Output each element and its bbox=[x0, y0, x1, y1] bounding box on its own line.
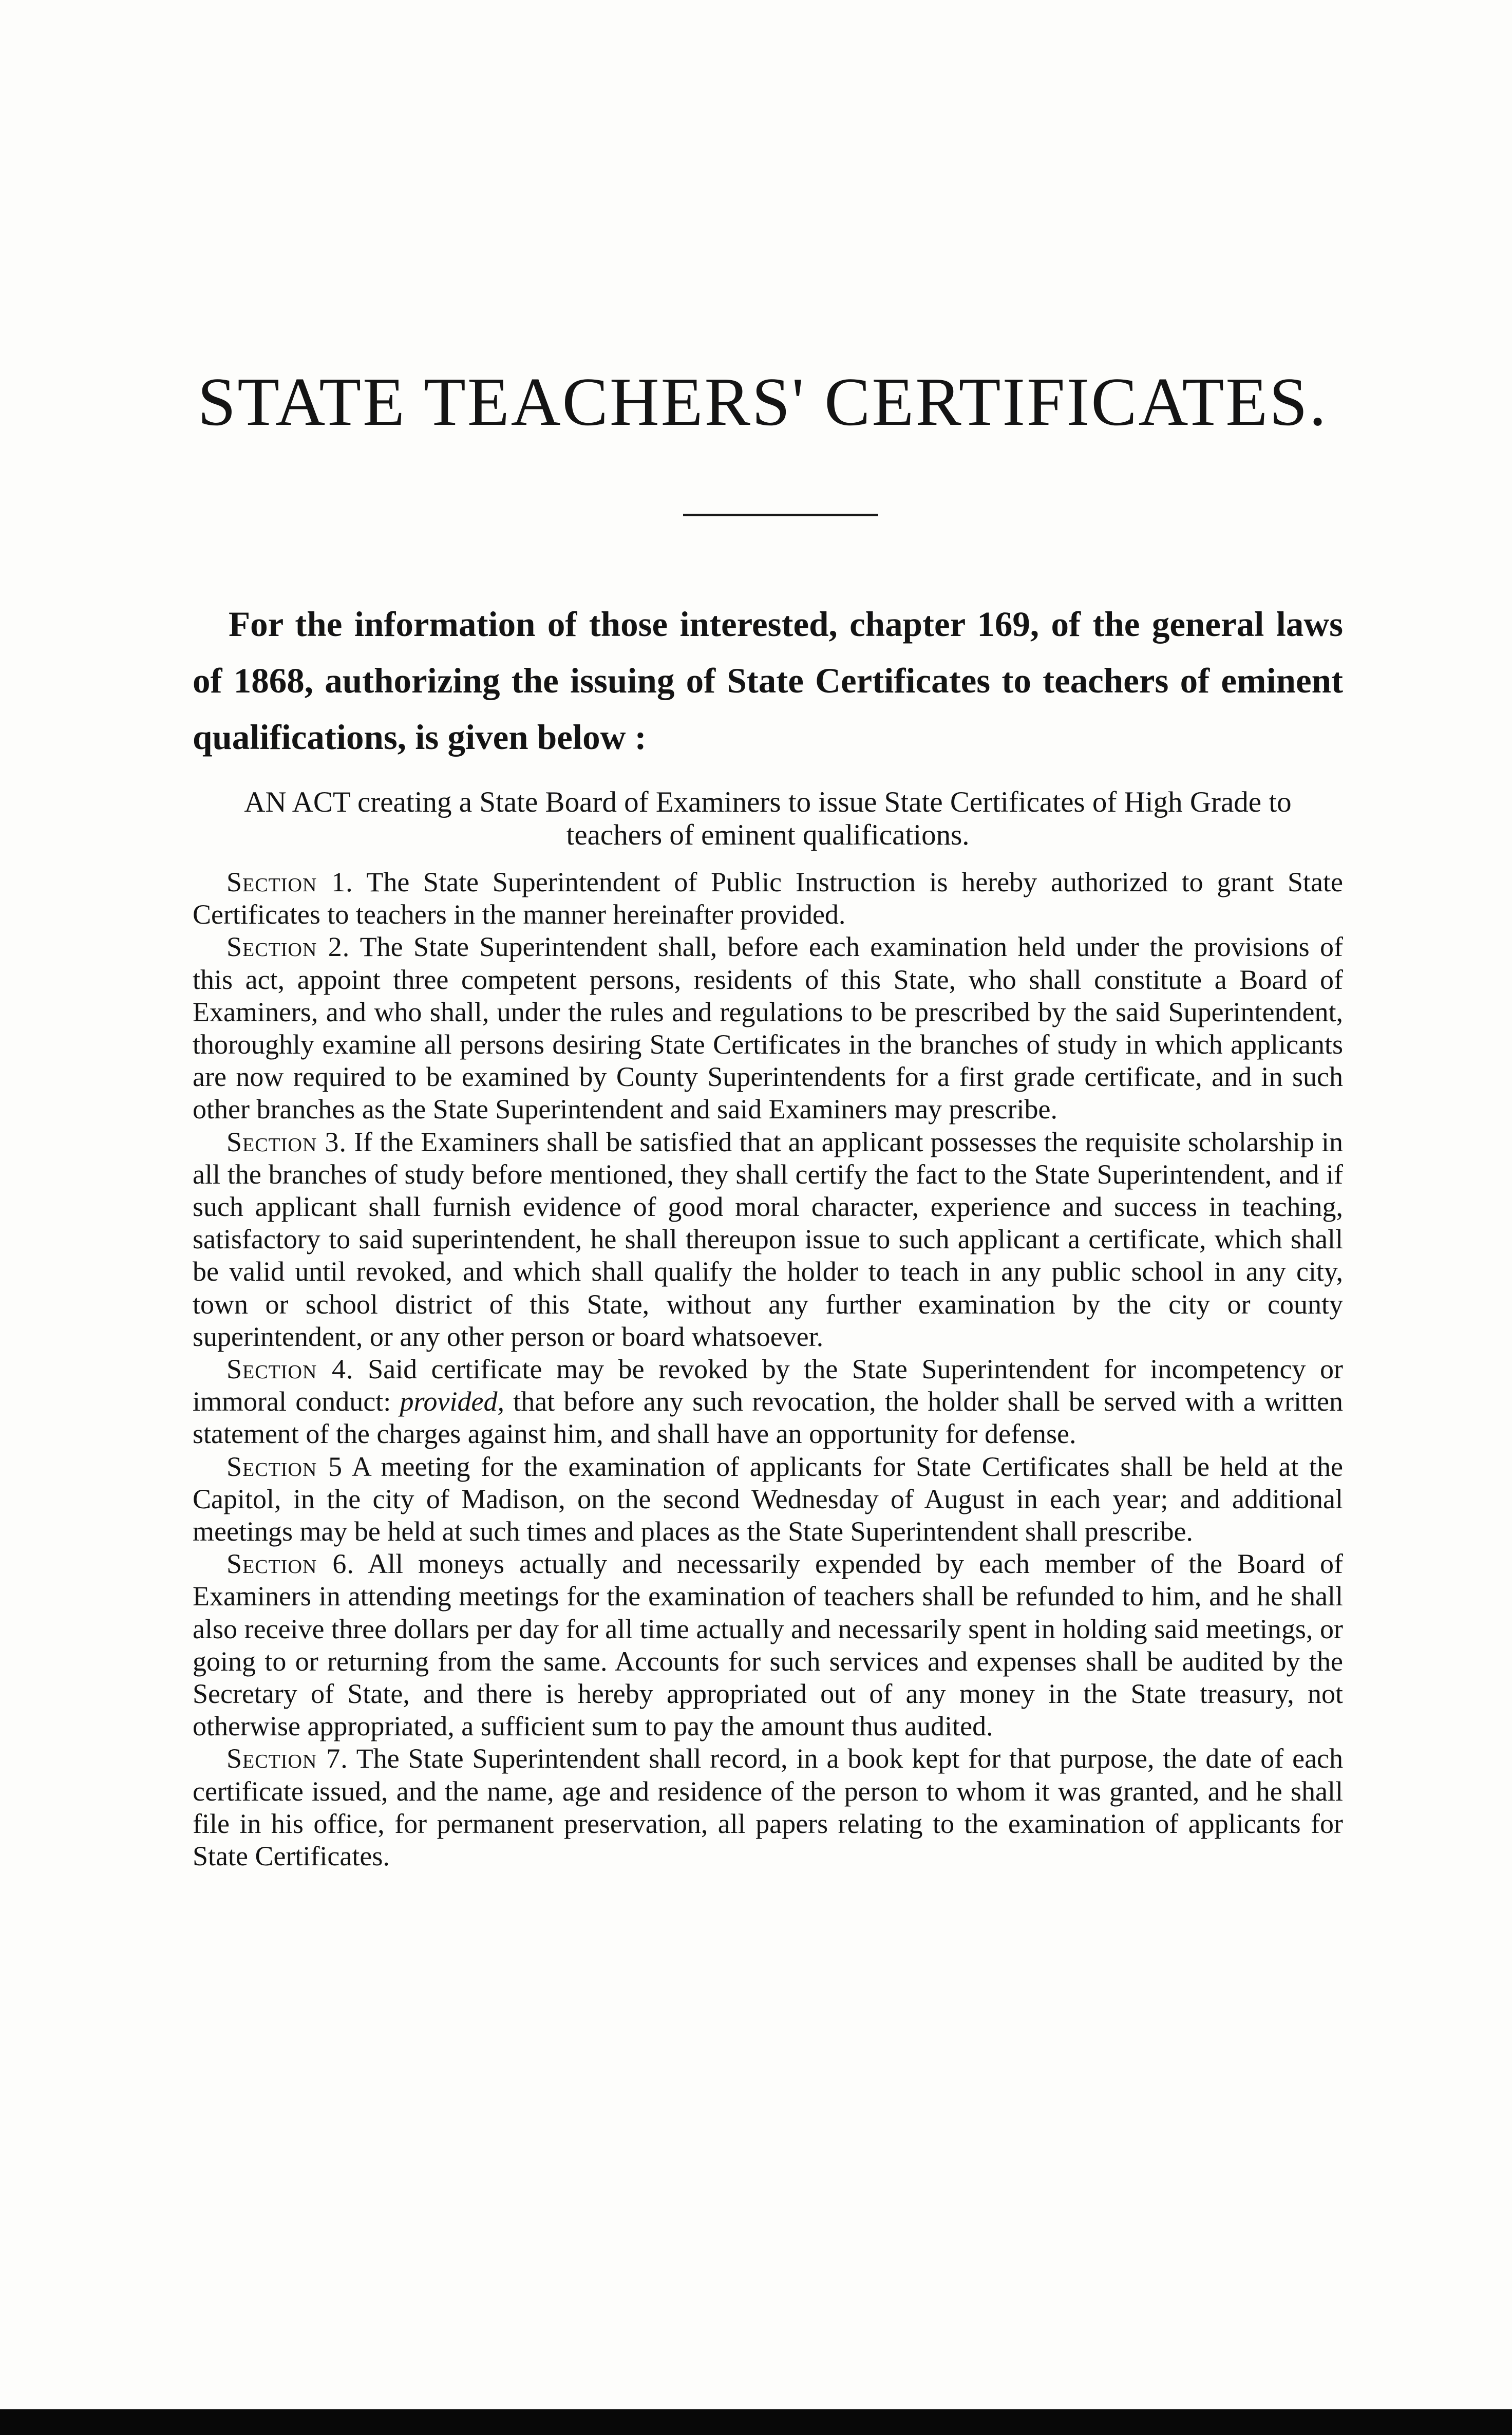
section-4 bbox=[193, 1353, 1343, 1451]
act-sections bbox=[193, 866, 1343, 1872]
section-emphasis: provided, bbox=[400, 1386, 504, 1417]
section-text: All moneys actually and necessarily expended by each member of the Board of Examiners in attending meetings for the examination of teachers shall be refunded to him, and he shall also receive three dollars per day for all time actually and necessarily spent in holding said meetings, or going to or returning from the same. Accounts for such services and expenses shall be audited by the Secretary of State, and there is hereby appropriated out of any money in the State treasury, not otherwise appropriated, a sufficient sum to pay the amount thus audited. bbox=[193, 1548, 1344, 1742]
section-text: The State Superintendent shall record, in a book kept for that purpose, the date of each certificate issued, and the name, age and residence of the person to whom it was granted, and he shall file in his office, for permanent preservation, all papers relating to the examination of applicants for State Certificates. bbox=[193, 1743, 1343, 1872]
section-3 bbox=[193, 1126, 1343, 1353]
act-heading: AN ACT creating a State Board of Examiners to issue State Certificates of High Grade to teachers of eminent qualifications. bbox=[244, 786, 1292, 851]
section-text-after: that before any such revocation, the holder shall be served with a written statement of the charges against him, and shall have an opportunity for defense. bbox=[193, 1386, 1343, 1450]
section-label: Section 7. bbox=[226, 1743, 348, 1774]
section-label: Section 5 bbox=[226, 1451, 343, 1482]
section-6 bbox=[193, 1548, 1343, 1743]
section-label: Section 6. bbox=[226, 1548, 354, 1580]
intro-paragraph: For the information of those interested, chapter 169, of the general laws of 1868, authorizing the issuing of State Certificates to teachers of eminent qualifications, is given below : bbox=[193, 605, 1343, 757]
section-text: If the Examiners shall be satisfied that an applicant possesses the requisite scholarship in all the branches of study before mentioned, they shall certify the fact to the State Superintendent, and if such applicant shall furnish evidence of good moral character, experience and success in teaching, satisfactory to said superintendent, he shall thereupon issue to such applicant a certificate, which shall be valid until revoked, and which shall qualify the holder to teach in any public school in any city, town or school district of this State, without any further examination by the city or county superintendent, or any other person or board whatsoever. bbox=[193, 1126, 1343, 1352]
section-text: The State Superintendent of Public Instruction is hereby authorized to grant State Certificates to teachers in the manner hereinafter provided. bbox=[193, 867, 1343, 930]
page-title: STATE TEACHERS' CERTIFICATES. bbox=[197, 364, 1328, 440]
scan-edge-bar bbox=[0, 2409, 1512, 2435]
section-label: Section 1. bbox=[226, 867, 353, 897]
section-text: A meeting for the examination of applicants for State Certificates shall be held at the Capitol, in the city of Madison, on the second Wednesday of August in each year; and additional meetings may be held at such times and places as the State Superintendent shall prescribe. bbox=[193, 1451, 1343, 1547]
section-label: Section 2. bbox=[226, 931, 350, 963]
section-text-before: Said certificate may be revoked by the State Superintendent for incompetency or immoral conduct: bbox=[193, 1354, 1344, 1417]
section-2 bbox=[193, 931, 1343, 1126]
section-text: The State Superintendent shall, before each examination held under the provisions of this act, appoint three competent persons, residents of this State, who shall constitute a Board of Examiners, and who shall, under the rules and regulations to be prescribed by the said Superintendent, thoroughly examine all persons desiring State Certificates in the branches of study in which applicants are now required to be examined by County Superintendents for a first grade certificate, and in such other branches as the State Superintendent and said Examiners may prescribe. bbox=[193, 931, 1344, 1125]
section-label: Section 3. bbox=[226, 1126, 347, 1157]
section-7 bbox=[193, 1743, 1343, 1872]
section-1 bbox=[193, 866, 1343, 931]
section-label: Section 4. bbox=[226, 1354, 354, 1385]
section-5 bbox=[193, 1451, 1343, 1548]
title-rule bbox=[683, 514, 878, 516]
